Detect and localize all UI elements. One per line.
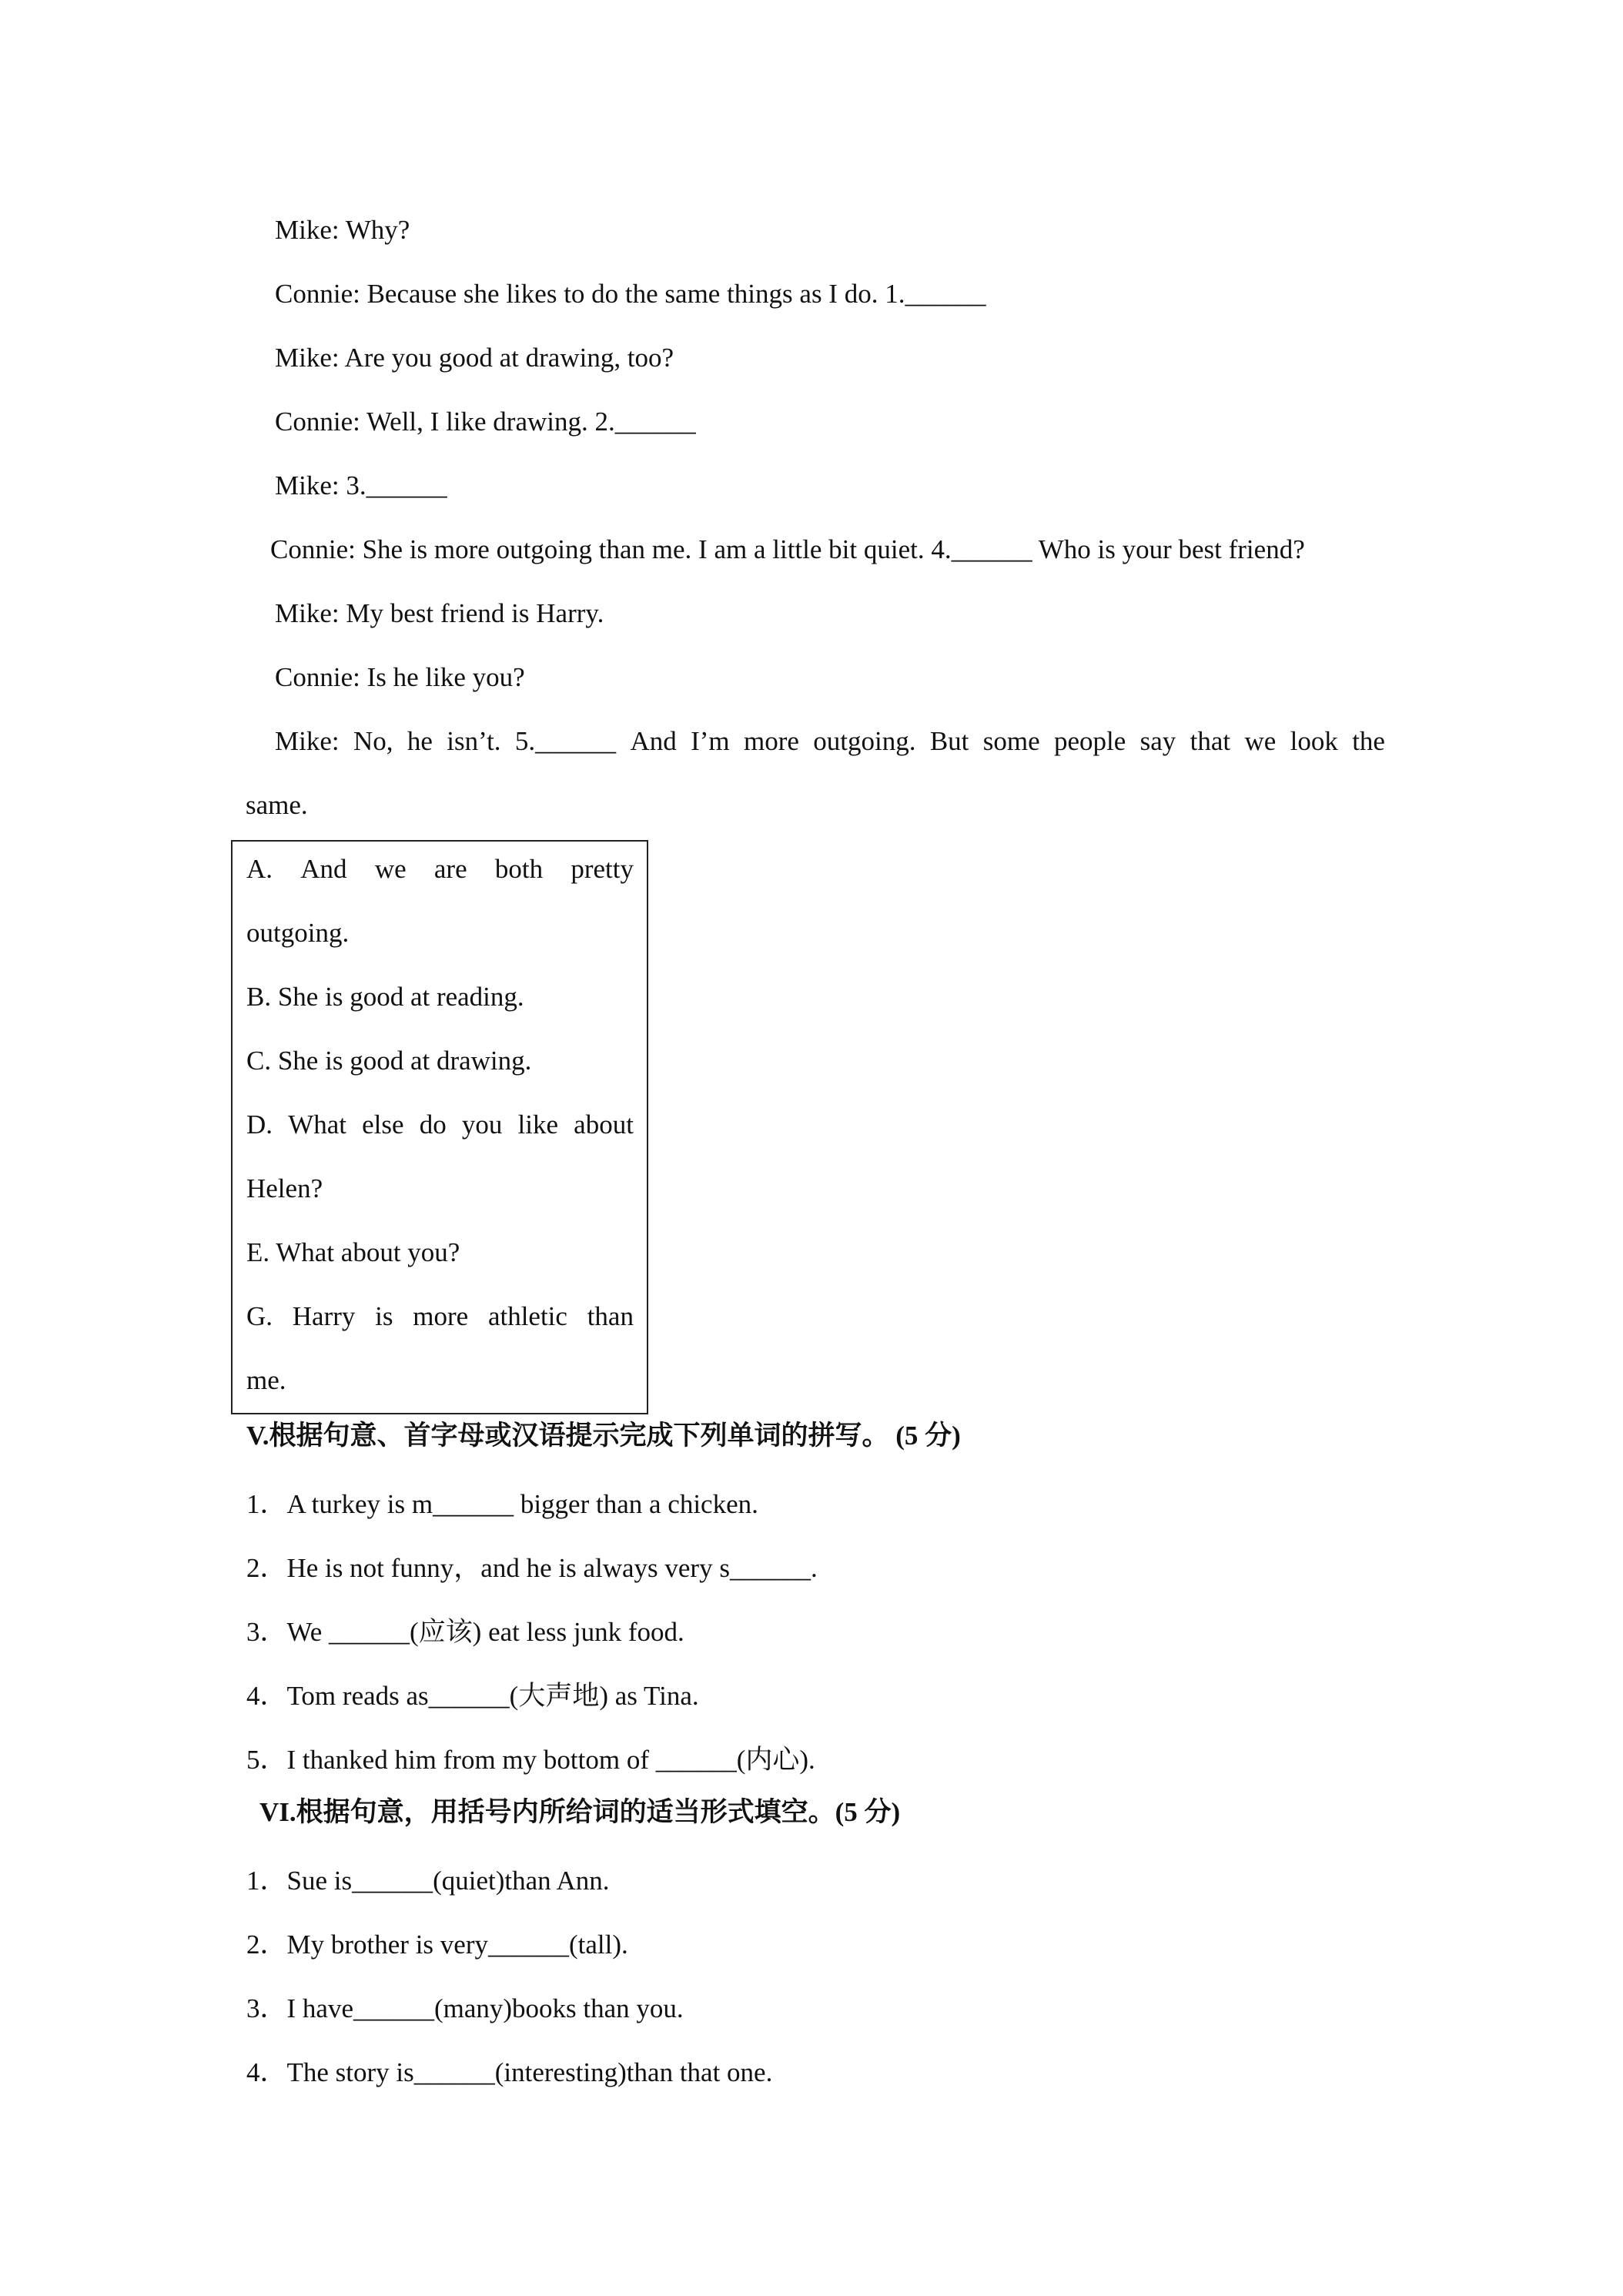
word: say bbox=[1139, 726, 1176, 756]
word: G. bbox=[246, 1301, 273, 1331]
word: And bbox=[630, 726, 677, 756]
word: we bbox=[1244, 726, 1277, 756]
word: both bbox=[494, 854, 544, 884]
option-a-line-2: outgoing. bbox=[246, 918, 350, 948]
option-g-line-1 bbox=[246, 1300, 634, 1334]
option-g-line-2: me. bbox=[246, 1365, 286, 1395]
section-5-item-4: 4．Tom reads as______(大声地) as Tina. bbox=[246, 1681, 699, 1711]
word: more bbox=[744, 726, 799, 756]
word: And bbox=[300, 854, 347, 884]
dialogue-line-2: Connie: Because she likes to do the same things as I do. 1.______ bbox=[275, 279, 986, 309]
option-d-line-2: Helen? bbox=[246, 1173, 323, 1203]
dialogue-line-4: Connie: Well, I like drawing. 2.______ bbox=[275, 407, 696, 437]
word: D. bbox=[246, 1110, 273, 1140]
section-5-item-2: 2．He is not funny，and he is always very s______. bbox=[246, 1553, 818, 1583]
word: Harry bbox=[292, 1301, 356, 1331]
word: I’m bbox=[691, 726, 730, 756]
word: you bbox=[461, 1110, 503, 1140]
word: than bbox=[587, 1301, 634, 1331]
word: more bbox=[413, 1301, 469, 1331]
section-6-heading: VI.根据句意，用括号内所给词的适当形式填空。(5 分) bbox=[259, 1797, 901, 1827]
option-a-line-1 bbox=[246, 852, 634, 886]
option-d-line-1 bbox=[246, 1108, 634, 1142]
word: we bbox=[374, 854, 407, 884]
section-6-item-1: 1．Sue is______(quiet)than Ann. bbox=[246, 1866, 610, 1896]
word: A. bbox=[246, 854, 273, 884]
word: is bbox=[375, 1301, 393, 1331]
section-5-heading: V.根据句意、首字母或汉语提示完成下列单词的拼写。 (5 分) bbox=[246, 1421, 961, 1451]
section-5-item-3: 3．We ______(应该) eat less junk food. bbox=[246, 1617, 684, 1647]
dialogue-line-8: Connie: Is he like you? bbox=[275, 662, 525, 692]
word: isn’t. bbox=[447, 726, 501, 756]
word: that bbox=[1190, 726, 1231, 756]
word: outgoing. bbox=[813, 726, 916, 756]
word: he bbox=[407, 726, 433, 756]
word: What bbox=[288, 1110, 346, 1140]
section-6-item-4: 4．The story is______(interesting)than that one. bbox=[246, 2057, 773, 2087]
word: do bbox=[419, 1110, 447, 1140]
word: No, bbox=[353, 726, 393, 756]
word: about bbox=[574, 1110, 634, 1140]
word: some bbox=[982, 726, 1040, 756]
dialogue-line-9 bbox=[275, 725, 1385, 758]
dialogue-line-3: Mike: Are you good at drawing, too? bbox=[275, 343, 674, 373]
word: 5.______ bbox=[514, 726, 617, 756]
word: pretty bbox=[571, 854, 634, 884]
dialogue-line-6: Connie: She is more outgoing than me. I am a little bit quiet. 4.______ Who is your best friend? bbox=[270, 534, 1305, 564]
section-6-item-2: 2．My brother is very______(tall). bbox=[246, 1930, 628, 1960]
word: the bbox=[1352, 726, 1385, 756]
word: people bbox=[1053, 726, 1126, 756]
word: Mike: bbox=[275, 726, 340, 756]
word: are bbox=[433, 854, 467, 884]
word: athletic bbox=[487, 1301, 567, 1331]
option-c: C. She is good at drawing. bbox=[246, 1046, 532, 1076]
dialogue-line-10: same. bbox=[246, 790, 308, 820]
section-5-item-5: 5．I thanked him from my bottom of ______(内心). bbox=[246, 1745, 815, 1775]
word: look bbox=[1290, 726, 1338, 756]
word: else bbox=[362, 1110, 404, 1140]
option-e: E. What about you? bbox=[246, 1237, 460, 1267]
dialogue-line-7: Mike: My best friend is Harry. bbox=[275, 598, 604, 628]
word: But bbox=[929, 726, 969, 756]
dialogue-line-5: Mike: 3.______ bbox=[275, 470, 447, 500]
option-b: B. She is good at reading. bbox=[246, 982, 524, 1012]
section-6-item-3: 3．I have______(many)books than you. bbox=[246, 1993, 684, 2023]
section-5-item-1: 1．A turkey is m______ bigger than a chicken. bbox=[246, 1489, 758, 1519]
word: like bbox=[517, 1110, 559, 1140]
dialogue-line-1: Mike: Why? bbox=[275, 215, 410, 245]
